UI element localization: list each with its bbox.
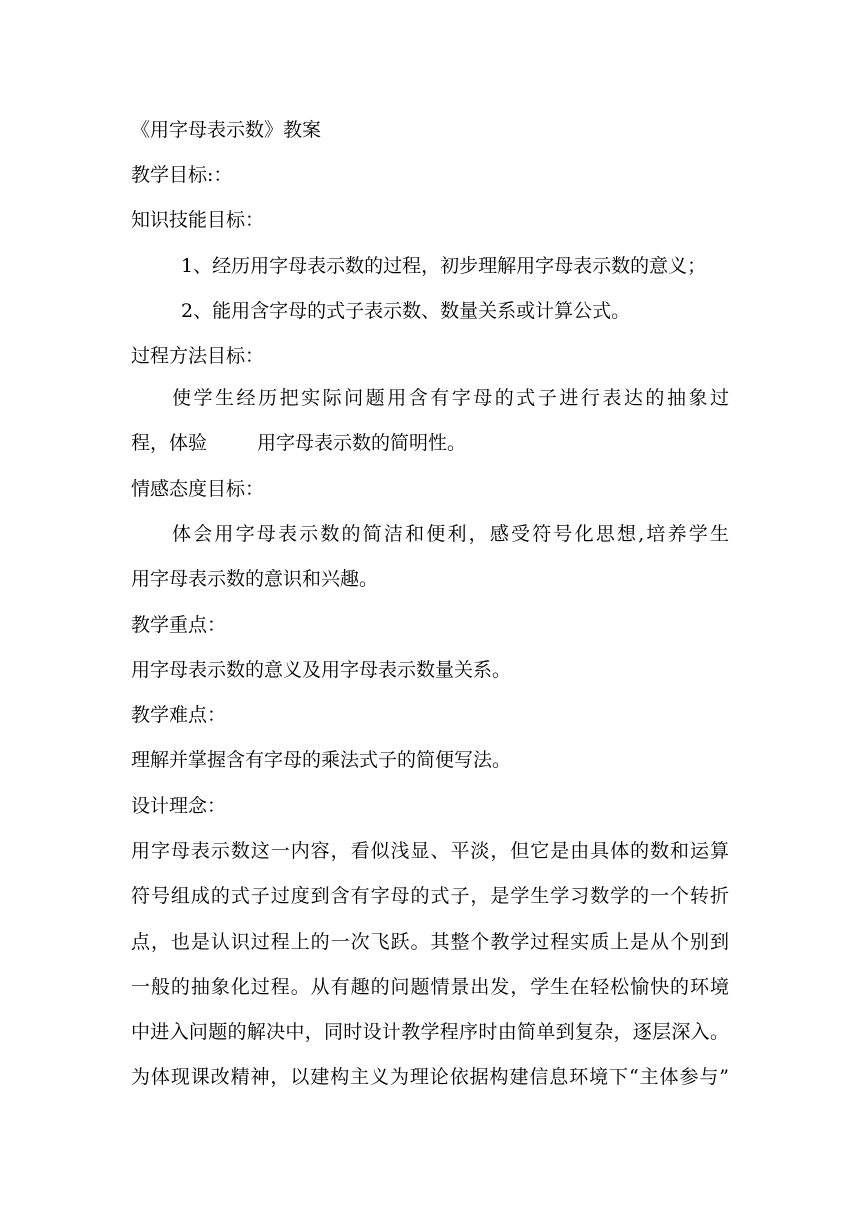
process-method-heading: 过程方法目标： [131, 345, 265, 367]
process-method-line-2b: 用字母表示数的简明性。 [257, 432, 467, 454]
design-line-1: 用字母表示数这一内容，看似浅显、平淡，但它是由具体的数和运算 [131, 840, 729, 862]
design-line-5: 中进入问题的解决中，同时设计教学程序时由简单到复杂，逐层深入。 [131, 1021, 729, 1043]
key-point-text: 用字母表示数的意义及用字母表示数量关系。 [131, 659, 512, 681]
knowledge-item-2: 2、能用含字母的式子表示数、数量关系或计算公式。 [181, 300, 631, 322]
design-line-3: 点，也是认识过程上的一次飞跃。其整个教学过程实质上是从个别到 [131, 931, 729, 953]
difficulty-heading: 教学难点： [131, 704, 227, 726]
design-line-4: 一般的抽象化过程。从有趣的问题情景出发，学生在轻松愉快的环境 [131, 976, 729, 998]
knowledge-skill-heading: 知识技能目标： [131, 209, 265, 231]
document-title: 《用字母表示数》教案 [131, 119, 322, 141]
teaching-goals-heading: 教学目标:： [131, 164, 233, 186]
design-line-2: 符号组成的式子过度到含有字母的式子，是学生学习数学的一个转折 [131, 885, 729, 907]
process-method-line-2a: 程，体验 [131, 432, 208, 454]
process-method-line-2 [131, 430, 466, 456]
difficulty-text: 理解并掌握含有字母的乘法式子的简便写法。 [131, 749, 512, 771]
emotion-heading: 情感态度目标： [131, 478, 265, 500]
design-line-6: 为体现课改精神，以建构主义为理论依据构建信息环境下“主体参与” [131, 1066, 729, 1088]
design-heading: 设计理念： [131, 795, 227, 817]
emotion-line-1: 体会用字母表示数的简洁和便利，感受符号化思想,培养学生 [172, 523, 729, 545]
emotion-line-2: 用字母表示数的意识和兴趣。 [131, 568, 379, 590]
process-method-line-1: 使学生经历把实际问题用含有字母的式子进行表达的抽象过 [172, 387, 729, 409]
key-point-heading: 教学重点： [131, 614, 227, 636]
knowledge-item-1: 1、经历用字母表示数的过程，初步理解用字母表示数的意义； [181, 255, 707, 277]
